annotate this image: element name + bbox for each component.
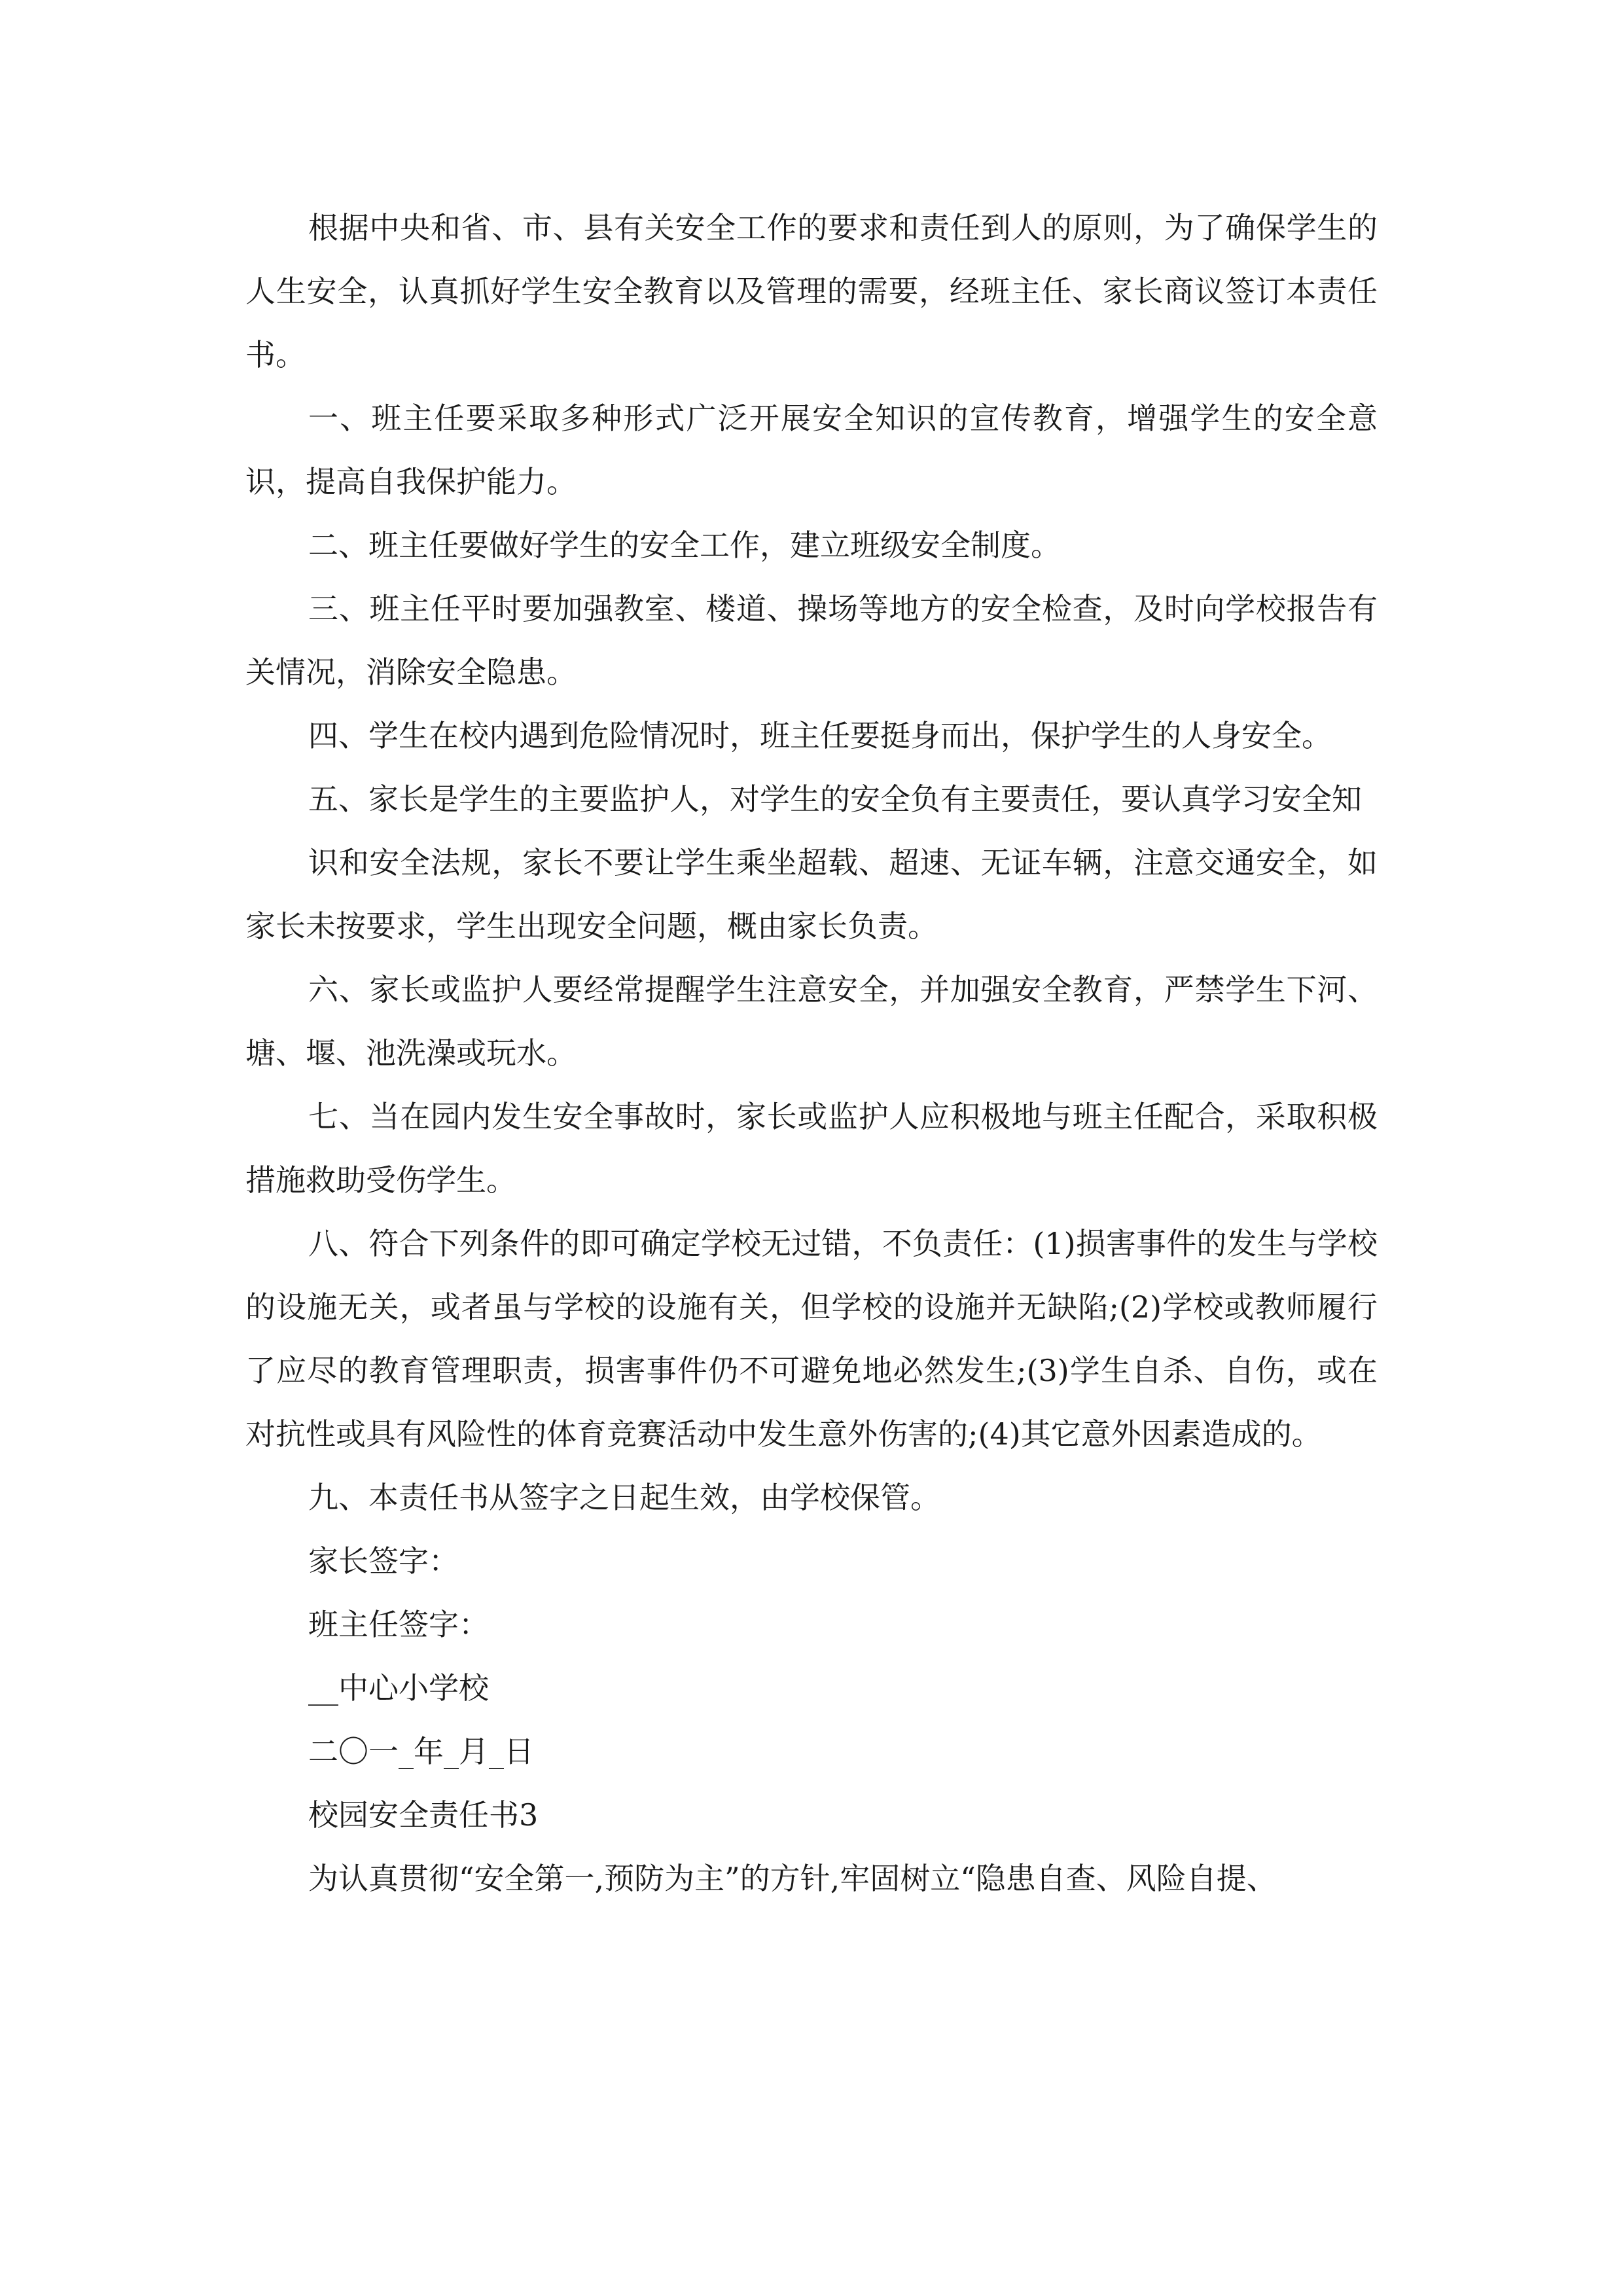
paragraph-item-7: 七、当在园内发生安全事故时，家长或监护人应积极地与班主任配合，采取积极措施救助受伤学生。 <box>245 1099 1378 1198</box>
document-body <box>245 196 1378 1910</box>
teacher-signature-label: 班主任签字： <box>308 1607 489 1642</box>
paragraph-next-section-intro: 为认真贯彻“安全第一,预防为主”的方针,牢固树立“隐患自查、风险自提、 <box>308 1861 1277 1896</box>
paragraph-item-8: 八、符合下列条件的即可确定学校无过错，不负责任：(1)损害事件的发生与学校的设施无关，或者虽与学校的设施有关，但学校的设施并无缺陷;(2)学校或教师履行了应尽的教育管理职责，损害事件仍不可避免地必然发生;(3)学生自杀、自伤，或在对抗性或具有风险性的体育竞赛活动中发生意外伤害的;(4)其它意外因素造成的。 <box>245 1226 1378 1452</box>
paragraph-item-5-continued: 识和安全法规，家长不要让学生乘坐超载、超速、无证车辆，注意交通安全，如家长未按要求，学生出现安全问题，概由家长负责。 <box>245 845 1378 944</box>
parent-signature-label: 家长签字： <box>308 1543 459 1579</box>
paragraph-item-1: 一、班主任要采取多种形式广泛开展安全知识的宣传教育，增强学生的安全意识，提高自我保护能力。 <box>245 401 1378 499</box>
paragraph-item-2: 二、班主任要做好学生的安全工作，建立班级安全制度。 <box>308 528 1061 563</box>
paragraph-item-6: 六、家长或监护人要经常提醒学生注意安全，并加强安全教育，严禁学生下河、塘、堰、池洗澡或玩水。 <box>245 972 1378 1071</box>
section-title: 校园安全责任书3 <box>308 1797 539 1833</box>
paragraph-item-3: 三、班主任平时要加强教室、楼道、操场等地方的安全检查，及时向学校报告有关情况，消除安全隐患。 <box>245 591 1378 690</box>
paragraph-item-5: 五、家长是学生的主要监护人，对学生的安全负有主要责任，要认真学习安全知 <box>308 781 1362 817</box>
date-line: 二〇一_年_月_日 <box>308 1734 534 1769</box>
paragraph-item-9: 九、本责任书从签字之日起生效，由学校保管。 <box>308 1480 940 1515</box>
school-name-line: __中心小学校 <box>308 1670 489 1706</box>
paragraph-intro: 根据中央和省、市、县有关安全工作的要求和责任到人的原则，为了确保学生的人生安全，认真抓好学生安全教育以及管理的需要，经班主任、家长商议签订本责任书。 <box>245 210 1378 372</box>
paragraph-item-4: 四、学生在校内遇到危险情况时，班主任要挺身而出，保护学生的人身安全。 <box>308 718 1332 753</box>
